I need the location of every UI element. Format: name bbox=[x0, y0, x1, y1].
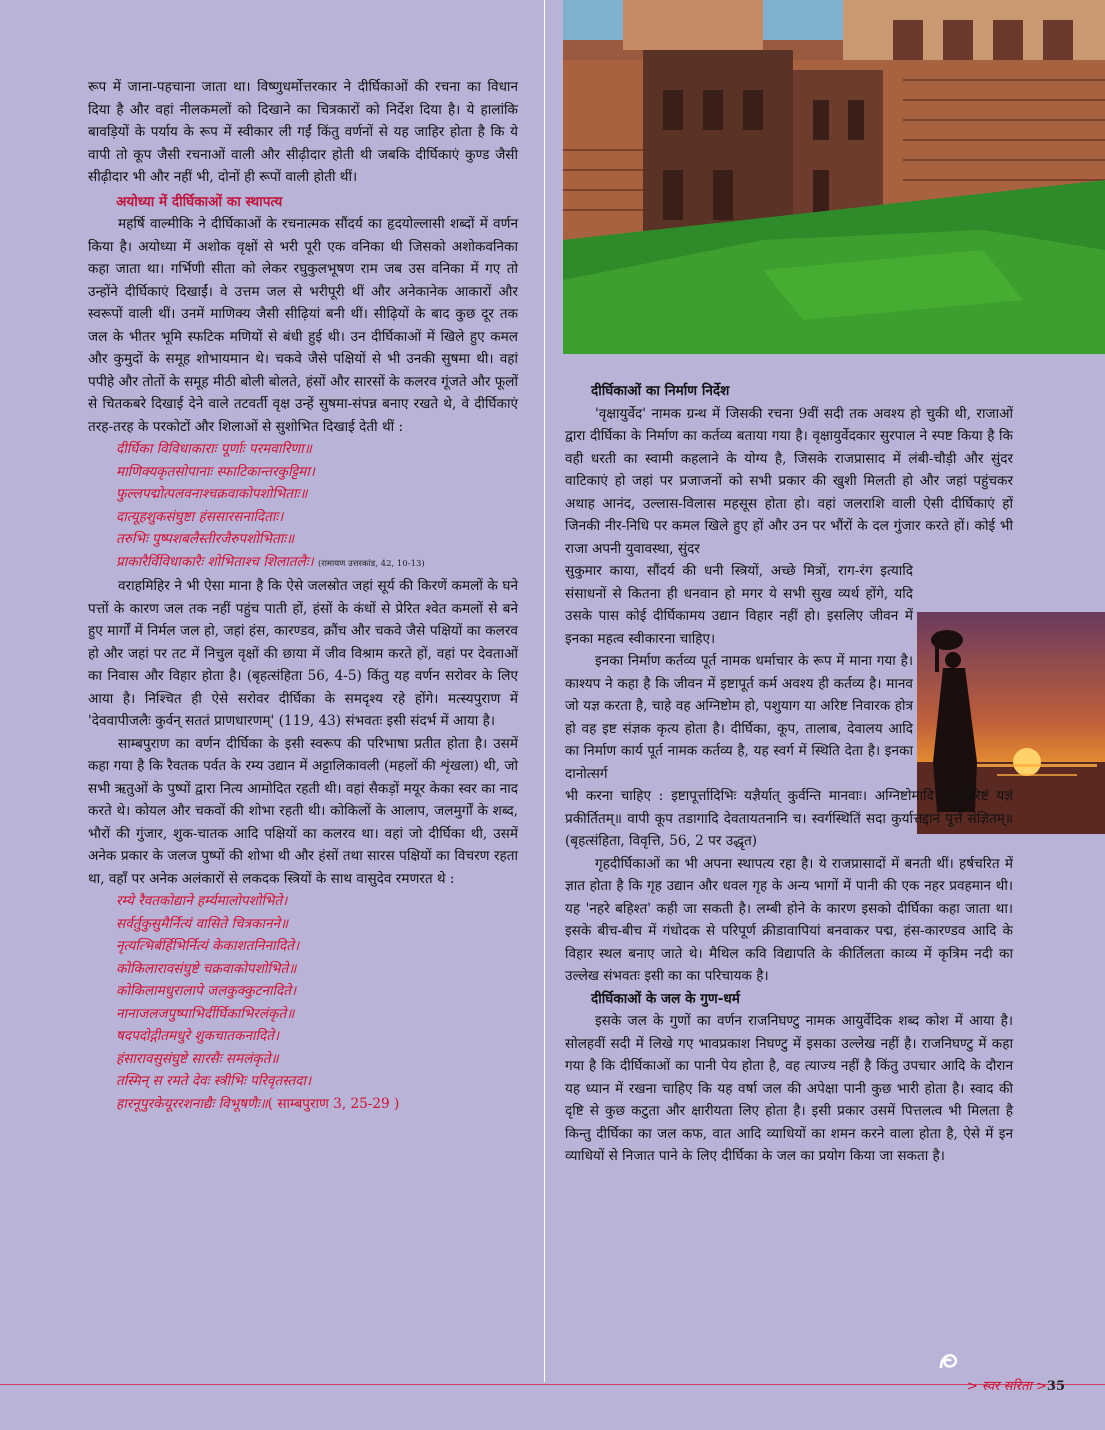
vrikshayurveda-continued: सुकुमार काया, सौंदर्य की धनी स्त्रियों, अच्छे मित्रों, राग-रंग इत्यादि संसाधनों से कितना ही धनवान हो मगर ये सभी सुख व्यर्थ होंगे, यदि उसके पास कोई दीर्घिकामय उद्यान विहार नहीं हो। इसलिए जीवन में इनका महत्व स्वीकारना चाहिए। bbox=[565, 563, 913, 647]
vrikshayurveda-paragraph: 'वृक्षायुर्वेद' नामक ग्रन्थ में जिसकी रचना 9वीं सदी तक अवश्य हो चुकी थी, राजाओं द्वारा दीर्घिका के निर्माण का कर्तव्य बताया गया है। वृक्षायुर्वेदकार सुरपाल ने स्पष्ट किया है कि वही धरती का स्वामी कहलाने के योग्य है, जिसके राजप्रासाद में लंबी-चौड़ी और सुंदर वाटिकाएं हो जहां पर प्रजाजनों को सभी प्रकार की खुशी मिलती हो और जहां पहुंचकर अथाह आनंद, उल्लास-विलास महसूस होता हो। वहां जलराशि वाली ऐसी दीर्घिकाएं हों जिनकी नीर-निधि पर कमल खिले हुए हों और उन पर भौंरों के दल गुंजार करते हों। कोई भी राजा अपनी युवावस्था, सुंदर bbox=[565, 405, 1013, 557]
purta-paragraph: इनका निर्माण कर्तव्य पूर्त नामक धर्माचार के रूप में माना गया है। काश्यप ने कहा है कि जीवन में इष्टापूर्त कर्म अवश्य ही कर्तव्य है। मानव जो यज्ञ करता है, चाहे वह अग्निष्टोम हो, पशुयाग या अरिष्ट निवारक होत्र हो वह इष्ट संज्ञक कृत्य होता है। दीर्घिका, कूप, तालाब, देवालय आदि का निर्माण कार्य पूर्त नामक कर्तव्य है, यह स्वर्ग में स्थिति देता है। इनका दानोत्सर्ग bbox=[565, 653, 913, 782]
verse-line: नानाजलजपुष्पाभिर्दीर्घिकाभिरलंकृते॥ bbox=[116, 1005, 295, 1022]
verse-line: कोकिलारावसंघुष्टे चक्रवाकोपशोभिते॥ bbox=[116, 960, 297, 977]
varahamihira-paragraph: वराहमिहिर ने भी ऐसा माना है कि ऐसे जलस्रोत जहां सूर्य की किरणें कमलों के घने पत्तों के कारण जल तक नहीं पहुंच पाती हों, हंसों के कंधों से प्रेरित श्वेत कमलों से बने हुए मार्गों में निर्मल जल हो, जहां हंस, कारण्डव, क्रौंच और चकवे जैसे पक्षियों का कलरव हो और जहां पर तट में निचुल वृक्षों की छाया में जीव विश्राम करते हों, वहां पर देवताओं का निवास और विहार होता है। (बृहत्संहिता 56, 4-5) किंतु यह वर्णन सरोवर के लिए आया है। निश्चित ही ऐसे सरोवर दीर्घिका के समदृश्य रहे होंगे। मत्स्यपुराण में 'देववापीजलैः कुर्वन् सततं प्राणधारणम्' (119, 43) संभवतः इसी संदर्भ में आया है। bbox=[88, 578, 518, 729]
footer-rule bbox=[0, 1384, 1105, 1385]
water-properties-paragraph: इसके जल के गुणों का वर्णन राजनिघण्टु नामक आयुर्वेदिक शब्द कोश में आया है। सोलहवीं सदी में लिखे गए भावप्रकाश निघण्टु में इसका उल्लेख नहीं है। राजनिघण्टु में कहा गया है कि दीर्घिकाओं का पानी पेय होता है, वह त्याज्य नहीं है किंतु उपचार आदि के दौरान यह ध्यान में रखना चाहिए कि यह वर्षा जल की अपेक्षा पानी कुछ भारी होता है। स्वाद की दृष्टि से कुछ कटुता और क्षारीयता लिए होता है। इसी प्रकार उसमें पित्तलत्व भी मिलता है किन्तु दीर्घिका का जल कफ, वात आदि व्याधियों का शमन करने वाला होता है, ऐसे में इन व्याधियों से निजात पाने के लिए दीर्घिका के जल का प्रयोग किया जा सकता है। bbox=[565, 1013, 1013, 1164]
verse-line: कोकिलामधुरालापे जलकुक्कुटनादिते। bbox=[116, 983, 297, 999]
purta-continued: भी करना चाहिए : इष्टापूर्त्तादिभिः यज्ञैर्यात् कुर्वन्ति मानवाः। अग्निष्टोमादि पशुभिरिष्टं यज्ञं प्रकीर्तितम्॥ वापी कूप तडागादि देवतायतनानि च। स्वर्गस्थितिं सदा कुर्यात्तद्दानं पूर्त्तं संज्ञितम्॥ (बृहत्संहिता, विवृत्ति, 56, 2 पर उद्धृत) bbox=[565, 788, 1013, 849]
verse-reference: ( साम्बपुराण 3, 25-29 ) bbox=[267, 1095, 400, 1112]
sambapurana-paragraph: साम्बपुराण का वर्णन दीर्घिका के इसी स्वरूप की परिभाषा प्रतीत होता है। उसमें कहा गया है कि रैवतक पर्वत के रम्य उद्यान में अट्टालिकावली (महलों की शृंखला) थी, जो सभी ऋतुओं के पुष्पों द्वारा नित्य आमोदित रहती थी। वहां सैकड़ों मयूर केका स्वर का नाद करते थे। कोयल और चकवों की शोभा रहती थी। कोकिलों के आलाप, जलमुर्गों के शब्द, भौरों की गुंजार, शुक-चातक आदि पक्षियों का कलरव था। वहां जो दीर्घिका थी, उसमें अनेक प्रकार के जलज पुष्पों की शोभा थी और हंसों तथा सारस पक्षियों का विचरण रहता था, वहाँ पर अनेक अलंकारों से लकदक स्त्रियों के साथ वासुदेव रमणरत थे : bbox=[88, 735, 518, 887]
verse-line-with-ref bbox=[116, 1093, 518, 1116]
magazine-name: > स्वर सरिता > bbox=[966, 1379, 1047, 1394]
verse-reference: (रामायण उत्तरकांड, 42, 10-13) bbox=[317, 558, 425, 569]
sambapurana-verses bbox=[88, 890, 518, 1115]
verse-line: हंसारावसुसंघुष्टे सारसैः समलंकृते॥ bbox=[116, 1050, 279, 1067]
verse-line: माणिक्यकृतसोपानाः स्फाटिकान्तरकुट्टिमा। bbox=[116, 463, 315, 480]
ramayana-verses bbox=[88, 438, 518, 575]
verse-line: दीर्घिका विविधाकाराः पूर्णाः परमवारिणा॥ bbox=[116, 441, 312, 457]
left-column bbox=[88, 76, 518, 1115]
valmiki-paragraph: महर्षि वाल्मीकि ने दीर्घिकाओं के रचनात्मक सौंदर्य का हृदयोल्लासी शब्दों में वर्णन किया है। अयोध्या में अशोक वृक्षों से भरी पूरी एक वनिका थी जिसको अशोकवनिका कहा जाता था। गर्भिणी सीता को लेकर रघुकुलभूषण राम जब उस वनिका में गए तो उन्होंने दीर्घिकाएं दिखाईं। वे उत्तम जल से भरीपूरी थीं और अनेकानेक आकारों और स्वरूपों वाली थीं। उनमें माणिक्य जैसी सीढ़ियां बनी थीं। सीढ़ियों के बाद कुछ दूर तक जल के भीतर भूमि स्फटिक मणियों से बंधी हुई थी। उन दीर्घिकाओं में खिले हुए कमल और कुमुदों के समूह शोभायमान थे। चकवे जैसे पक्षियों से भी उनकी सुषमा थी। वहां पपीहे और तोतों के समूह मीठी बोली बोलते, हंसों और सारसों के कलरव गूंजते और फूलों से चितकबरे दिखाई देने वाले तटवर्ती वृक्ष उन्हें सुषमा-संपन्न बनाए रखते थे, वे दीर्घिकाएं तरह-तरह के परकोटों और शिलाओं से सुशोभित दिखाई देती थीं : bbox=[88, 216, 518, 435]
intro-paragraph: रूप में जाना-पहचाना जाता था। विष्णुधर्मोत्तरकार ने दीर्घिकाओं की रचना का विधान दिया है और वहां नीलकमलों को दिखाने का चित्रकारों को निर्देश दिया है। ये हालांकि बावड़ियों के पर्याय के रूप में स्वीकार ली गईं किंतु वर्णनों से यह जाहिर होता है कि ये वापी तो कूप जैसी रचनाओं वाली और सीढ़ीदार होती थी जबकि दीर्घिकाएं कुण्ड जैसी सीढ़ीदार भी और नहीं भी, दोनों ही रूपों वाली होती थीं। bbox=[88, 79, 518, 185]
section-heading-ayodhya: अयोध्या में दीर्घिकाओं का स्थापत्य bbox=[116, 193, 283, 210]
verse-line: सर्वर्तुकुसुमैर्नित्यं वासिते चित्रकानने॥ bbox=[116, 915, 289, 932]
page-number: 35 bbox=[1046, 1379, 1065, 1394]
stepwell-photo bbox=[563, 0, 1105, 354]
verse-line-with-ref bbox=[116, 551, 518, 576]
verse-line: तस्मिन् स रमते देवः स्त्रीभिः परिवृतस्तदा। bbox=[116, 1073, 312, 1089]
verse-text: प्राकारैर्विविधाकारैः शोभिताश्च शिलातलैः। bbox=[116, 553, 314, 570]
verse-line: षदपदोद्गीतमधुरे शुकचातकनादिते। bbox=[116, 1028, 280, 1044]
verse-line: रम्ये रैवतकोद्याने हर्म्यमालोपशोभिते। bbox=[116, 893, 288, 909]
page-footer bbox=[967, 1376, 1065, 1394]
grihadirghika-paragraph: गृहदीर्घिकाओं का भी अपना स्थापत्य रहा है। ये राजप्रासादों में बनती थीं। हर्षचरित में ज्ञात होता है कि गृह उद्यान और धवल गृह के अन्य भागों में पानी की एक नहर प्रवहमान थी। यह 'नहरे बहिश्त' कही जा सकती है। लम्बी होने के कारण इसको दीर्घिका कहा जाता था। इसके बीच-बीच में गंधोदक से परिपूर्ण क्रीडावापियां बनवाकर पद्म, हंस-कारण्डव आदि के विहार स्थल बनाए जाते थे। मैथिल कवि विद्यापति के कीर्तिलता काव्य में कृत्रिम नदी का उल्लेख संभवतः इसी का का परिचायक है। bbox=[565, 855, 1013, 984]
verse-line: तरुभिः पुष्पशबलैस्तीरजैरुपशोभिताः॥ bbox=[116, 531, 295, 547]
column-divider bbox=[544, 0, 545, 1382]
section-heading-water-properties: दीर्घिकाओं के जल के गुण-धर्म bbox=[591, 990, 740, 1007]
verse-line: दात्यूहशुकसंघुष्टा हंससारसनादिताः। bbox=[116, 508, 284, 525]
verse-line: नृत्यत्भिर्बर्हिभिर्नित्यं केकाशतनिनादिते। bbox=[116, 938, 300, 954]
section-heading-construction: दीर्घिकाओं का निर्माण निर्देश bbox=[591, 383, 730, 399]
article-end-icon bbox=[937, 1348, 963, 1374]
right-column bbox=[565, 380, 1013, 1168]
verse-text: हारनूपुरकेयूररशनाद्यैः विभूषणैः॥ bbox=[116, 1095, 268, 1112]
verse-line: फुल्लपद्मोत्पलवनाश्चक्रवाकोपशोभिताः॥ bbox=[116, 486, 308, 502]
